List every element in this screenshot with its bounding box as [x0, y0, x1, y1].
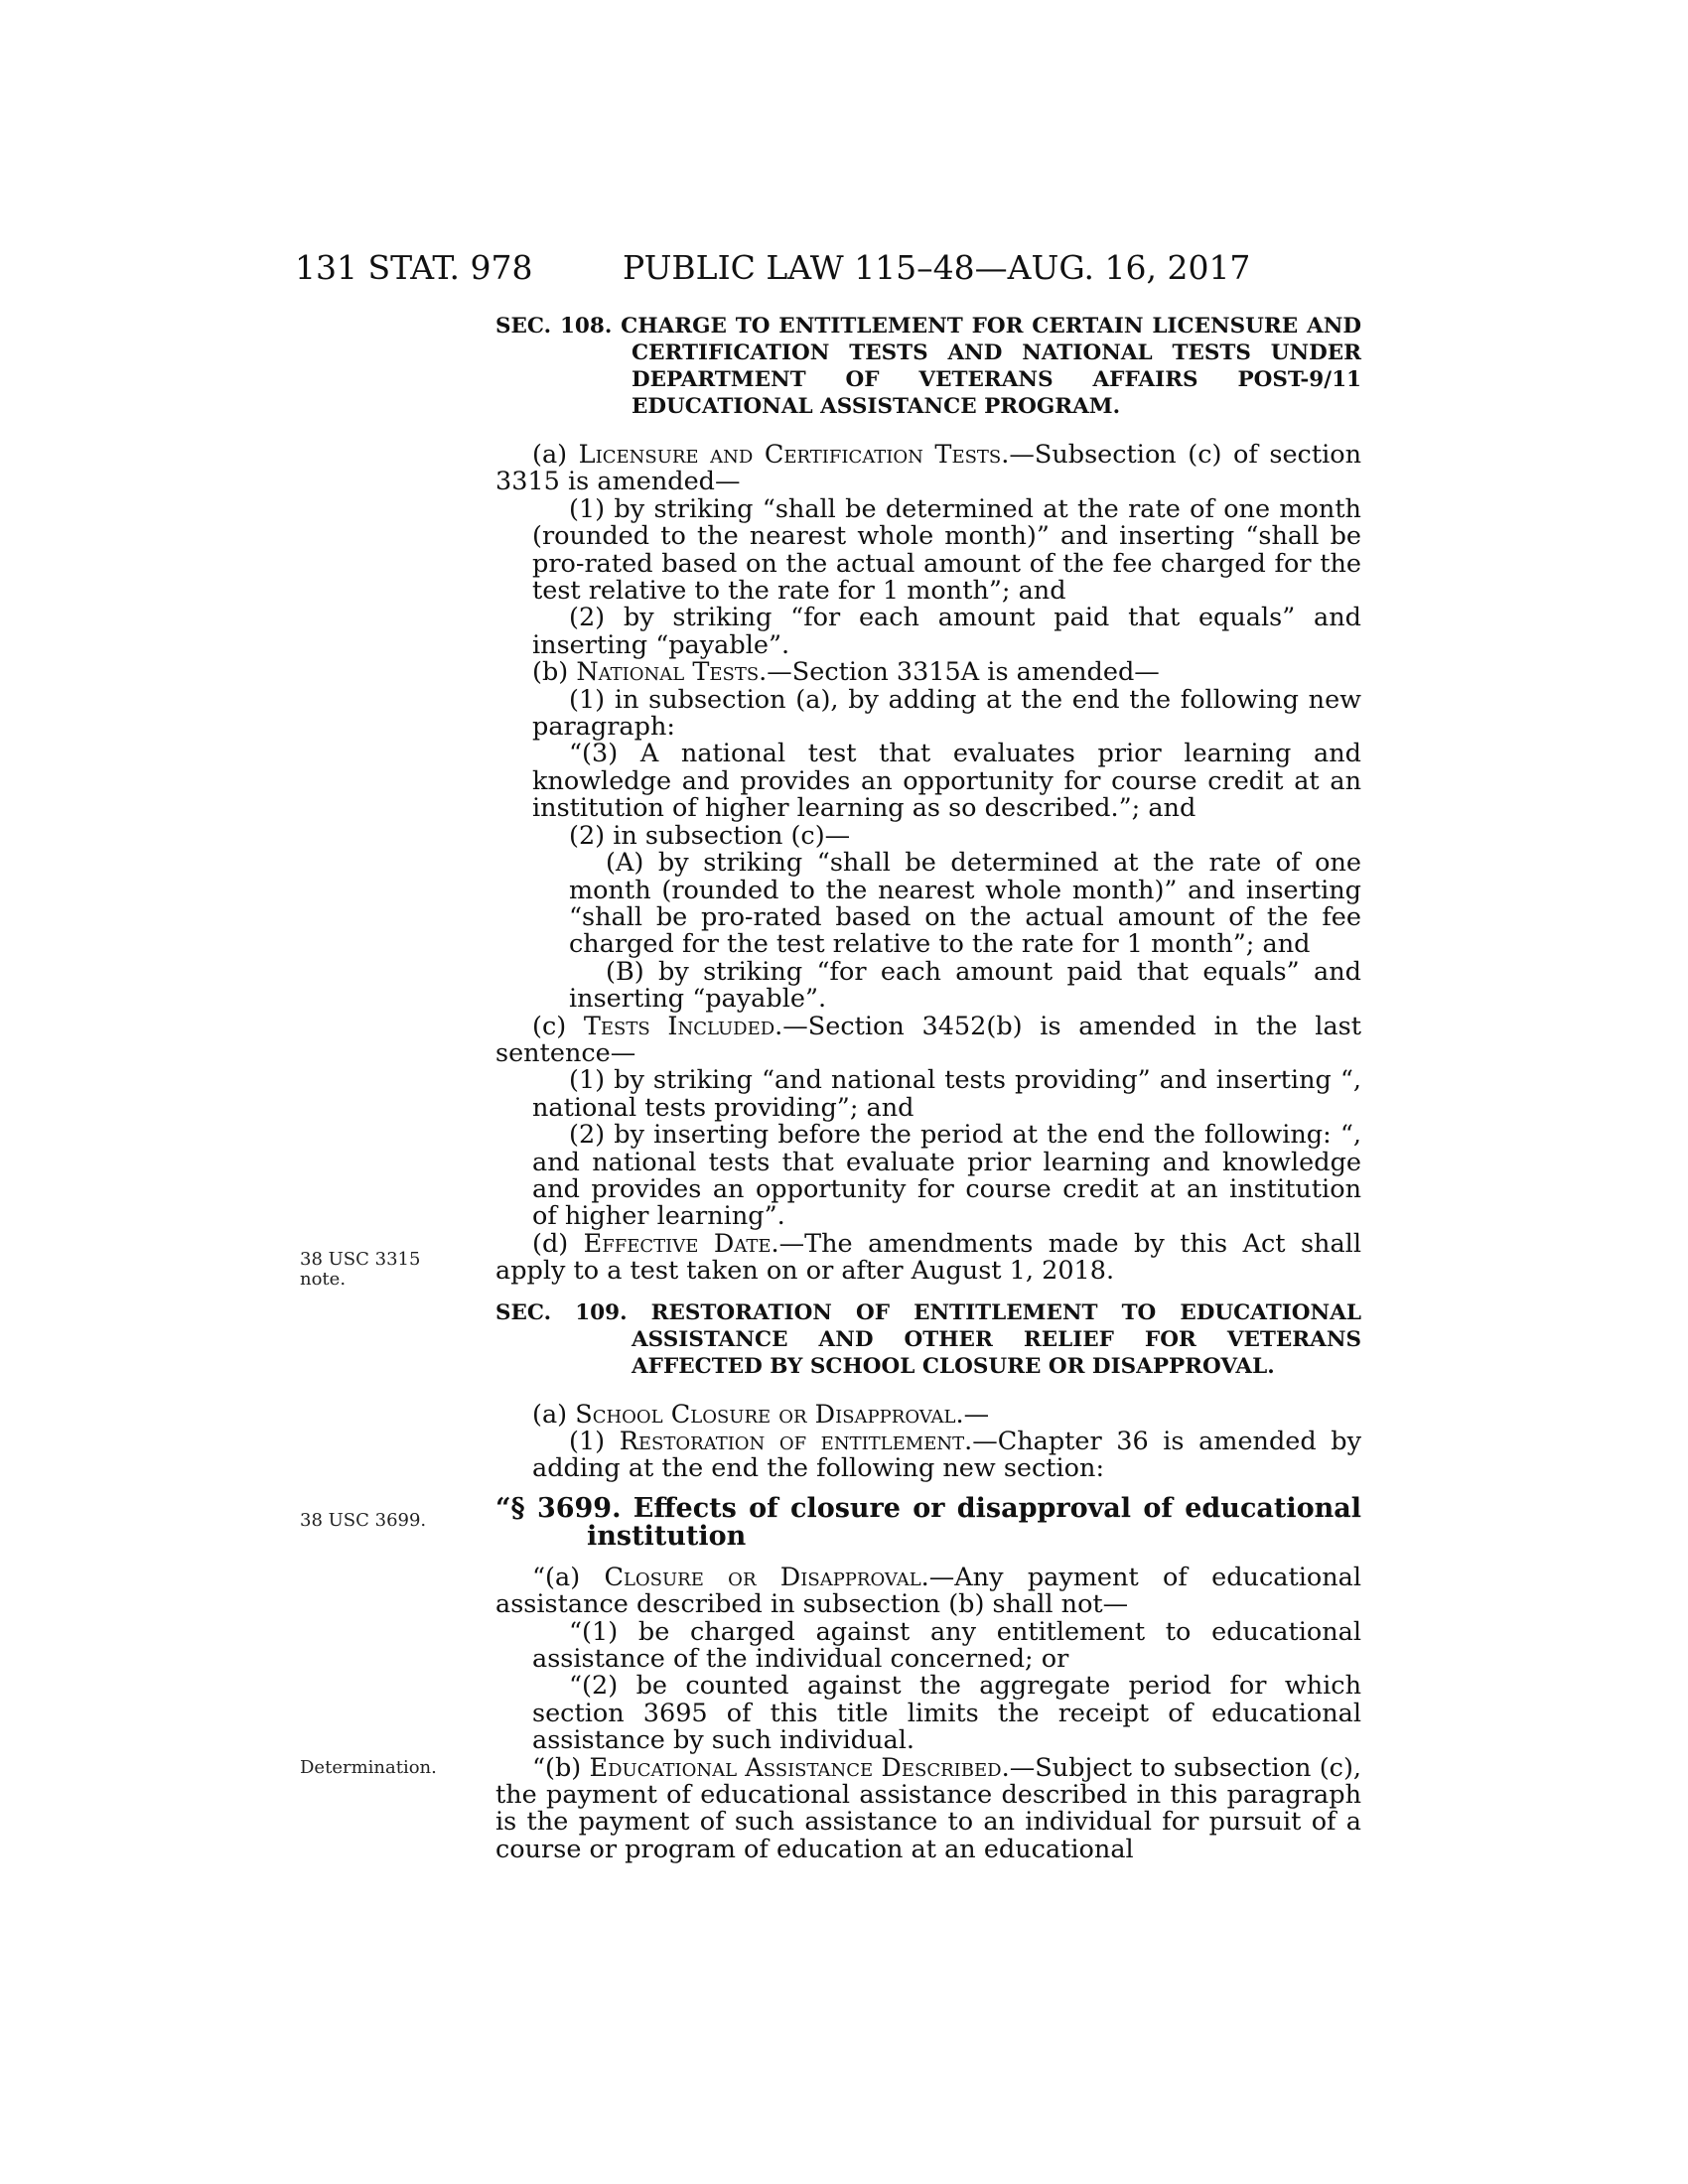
sec108-b-quoted-paragraph-3: “(3) A national test that evaluates prior learning and knowledge and provides an opportunity for course credit at an institution of higher learning as so described.”; and — [532, 739, 1361, 824]
sec108-c-paragraph-2: (2) by inserting before the period at the end the following: “, and national tests that evaluate prior learning and knowledge and provides an opportunity for course credit at an institution of higher learning”. — [532, 1120, 1361, 1232]
sec108-subsection-c: (c) Tests Included.—Section 3452(b) is amended in the last sentence— — [495, 1011, 1361, 1068]
margin-note-determination: Determination. — [300, 1757, 437, 1778]
sec109-subsection-a: (a) School Closure or Disapproval.— — [532, 1399, 990, 1430]
sec108-b-paragraph-1: (1) in subsection (a), by adding at the end the following new paragraph: — [532, 684, 1361, 743]
sec108-c-paragraph-1: (1) by striking “and national tests providing” and inserting “, national tests providing”; and — [532, 1065, 1361, 1123]
sec3699-subsection-b: “(b) Educational Assistance Described.—Subject to subsection (c), the payment of educational assistance described in this paragraph is the payment of such assistance to an individual for pursuit of a course or program of education at an educational — [495, 1752, 1361, 1864]
margin-note-3315: 38 USC 3315 note. — [300, 1249, 421, 1290]
document-body — [495, 313, 1361, 1863]
statute-citation: 131 STAT. 978 — [295, 248, 533, 287]
sec3699-a-paragraph-1: “(1) be charged against any entitlement to educational assistance of the individual concerned; or — [532, 1616, 1361, 1675]
sec108-subsection-a: (a) Licensure and Certification Tests.—Subsection (c) of section 3315 is amended— — [495, 440, 1361, 497]
section-109-heading: SEC. 109. RESTORATION OF ENTITLEMENT TO EDUCATIONAL ASSISTANCE AND OTHER RELIEF FOR VETERANS AFFECTED BY SCHOOL CLOSURE OR DISAPPROVAL. — [495, 1299, 1361, 1379]
page-header — [295, 248, 1367, 288]
section-3699-heading: “§ 3699. Effects of closure or disapproval of educational institution — [495, 1492, 1361, 1552]
public-law-title: PUBLIC LAW 115–48—AUG. 16, 2017 — [623, 248, 1251, 287]
sec108-a-paragraph-2: (2) by striking “for each amount paid that equals” and inserting “payable”. — [532, 603, 1361, 660]
sec3699-a-paragraph-2: “(2) be counted against the aggregate period for which section 3695 of this title limits the receipt of educational assistance by such individual. — [532, 1671, 1361, 1756]
margin-note-3699: 38 USC 3699. — [300, 1510, 427, 1531]
sec109-a-paragraph-1: (1) Restoration of entitlement.—Chapter 36 is amended by adding at the end the following new section: — [532, 1427, 1361, 1484]
sec108-b-subparagraph-A: (A) by striking “shall be determined at the rate of one month (rounded to the nearest whole month)” and inserting “shall be pro-rated based on the actual amount of the fee charged for the test relative to the rate for 1 month”; and — [569, 848, 1361, 960]
section-108-heading: SEC. 108. CHARGE TO ENTITLEMENT FOR CERTAIN LICENSURE AND CERTIFICATION TESTS AND NATIONAL TESTS UNDER DEPARTMENT OF VETERANS AFFAIRS POST-9/11 EDUCATIONAL ASSISTANCE PROGRAM. — [495, 314, 1361, 419]
sec108-subsection-d: (d) Effective Date.—The amendments made by this Act shall apply to a test taken on or after August 1, 2018. — [495, 1228, 1361, 1287]
sec108-b-subparagraph-B: (B) by striking “for each amount paid that equals” and inserting “payable”. — [569, 956, 1361, 1015]
sec108-a-paragraph-1: (1) by striking “shall be determined at the rate of one month (rounded to the nearest whole month)” and inserting “shall be pro-rated based on the actual amount of the fee charged for the test relative to the rate for 1 month”; and — [532, 493, 1361, 607]
sec3699-subsection-a: “(a) Closure or Disapproval.—Any payment of educational assistance described in subsection (b) shall not— — [495, 1562, 1361, 1620]
sec108-b-paragraph-2: (2) in subsection (c)— — [569, 820, 851, 851]
sec108-subsection-b: (b) National Tests.—Section 3315A is amended— — [532, 657, 1160, 688]
